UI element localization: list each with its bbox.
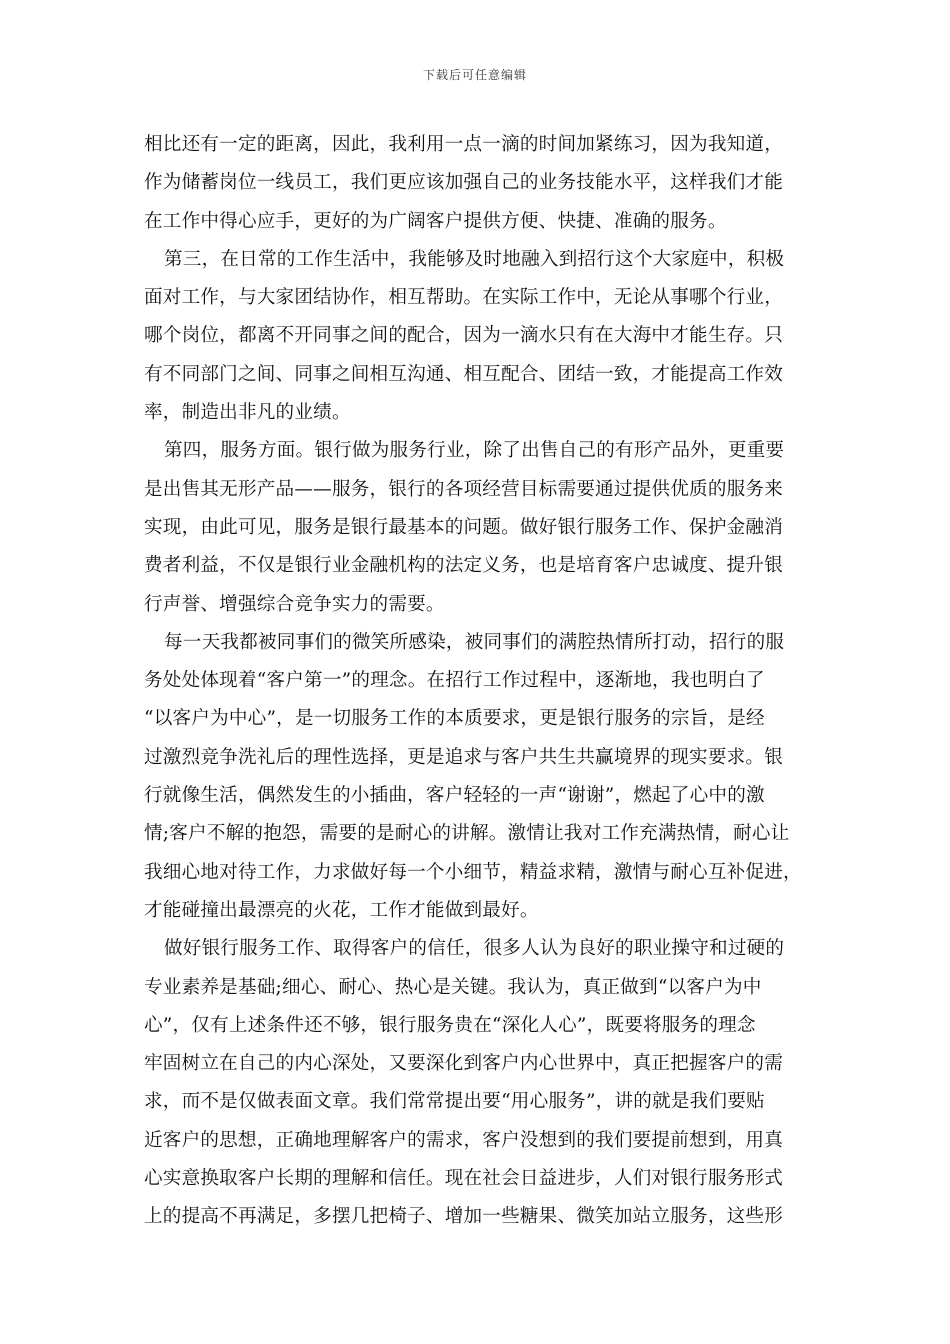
text-line: 每一天我都被同事们的微笑所感染，被同事们的满腔热情所打动，招行的服: [164, 631, 785, 653]
text-line: “以客户为中心”，是一切服务工作的本质要求，更是银行服务的宗旨，是经: [144, 708, 765, 730]
text-line: 心”，仅有上述条件还不够，银行服务贵在“深化人心”，既要将服务的理念: [144, 1014, 756, 1036]
text-line: 实现，由此可见，服务是银行最基本的问题。做好银行服务工作、保护金融消: [144, 516, 783, 538]
text-line: 才能碰撞出最漂亮的火花，工作才能做到最好。: [144, 899, 539, 921]
text-line: 哪个岗位，都离不开同事之间的配合，因为一滴水只有在大海中才能生存。只: [144, 325, 783, 347]
document-body: [144, 126, 824, 1237]
text-line: 近客户的思想，正确地理解客户的需求，客户没想到的我们要提前想到，用真: [144, 1129, 783, 1151]
text-line: 行声誉、增强综合竞争实力的需要。: [144, 593, 445, 615]
text-line: 作为储蓄岗位一线员工，我们更应该加强自己的业务技能水平，这样我们才能: [144, 172, 783, 194]
text-line: 专业素养是基础;细心、耐心、热心是关键。我认为，真正做到“以客户为中: [144, 976, 762, 998]
text-line: 心实意换取客户长期的理解和信任。现在社会日益进步，人们对银行服务形式: [144, 1168, 783, 1190]
text-line: 费者利益，不仅是银行业金融机构的法定义务，也是培育客户忠诚度、提升银: [144, 555, 783, 577]
text-line: 情;客户不解的抱怨，需要的是耐心的讲解。激情让我对工作充满热情，耐心让: [144, 823, 790, 845]
text-line: 第四，服务方面。银行做为服务行业，除了出售自己的有形产品外，更重要: [164, 440, 785, 462]
text-line: 过激烈竞争洗礼后的理性选择，更是追求与客户共生共赢境界的现实要求。银: [144, 746, 783, 768]
page-header: 下载后可任意编辑: [422, 68, 527, 82]
text-line: 我细心地对待工作，力求做好每一个小细节，精益求精，激情与耐心互补促进，: [144, 861, 802, 883]
text-line: 务处处体现着“客户第一”的理念。在招行工作过程中，逐渐地，我也明白了: [144, 670, 765, 692]
text-line: 在工作中得心应手，更好的为广阔客户提供方便、快捷、准确的服务。: [144, 210, 727, 232]
text-line: 相比还有一定的距离，因此，我利用一点一滴的时间加紧练习，因为我知道，: [144, 134, 783, 155]
text-line: 牢固树立在自己的内心深处，又要深化到客户内心世界中，真正把握客户的需: [144, 1053, 783, 1075]
text-line: 率，制造出非凡的业绩。: [144, 402, 351, 424]
text-line: 做好银行服务工作、取得客户的信任，很多人认为良好的职业操守和过硬的: [164, 938, 785, 960]
text-line: 求，而不是仅做表面文章。我们常常提出要“用心服务”，讲的就是我们要贴: [144, 1091, 765, 1113]
text-line: 是出售其无形产品——服务，银行的各项经营目标需要通过提供优质的服务来: [144, 478, 783, 500]
text-line: 面对工作，与大家团结协作，相互帮助。在实际工作中，无论从事哪个行业，: [144, 287, 783, 309]
text-line: 第三，在日常的工作生活中，我能够及时地融入到招行这个大家庭中，积极: [164, 248, 785, 270]
text-line: 上的提高不再满足，多摆几把椅子、增加一些糖果、微笑加站立服务，这些形: [144, 1206, 783, 1228]
text-line: 有不同部门之间、同事之间相互沟通、相互配合、团结一致，才能提高工作效: [144, 363, 783, 385]
text-line: 行就像生活，偶然发生的小插曲，客户轻轻的一声“谢谢”，燃起了心中的激: [144, 785, 765, 807]
